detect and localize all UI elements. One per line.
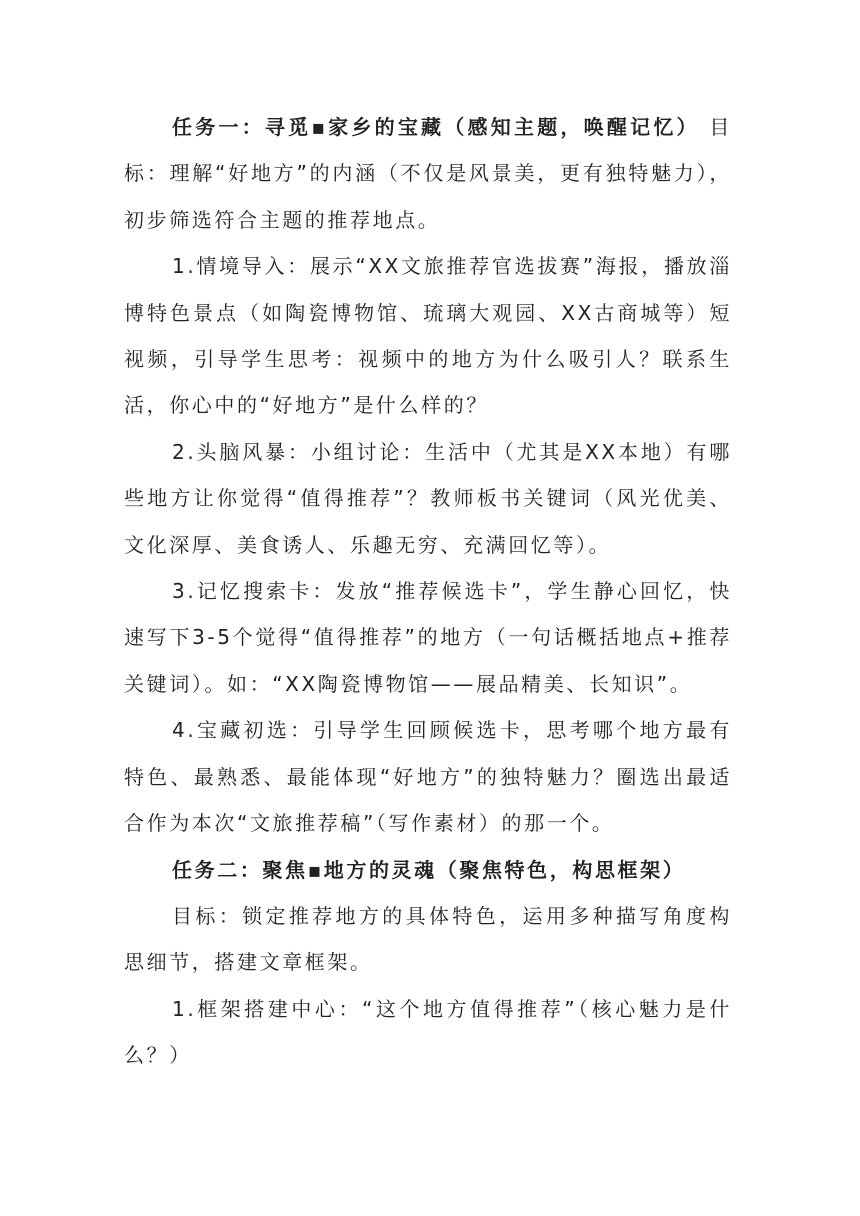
task1-heading: 任务一：寻觅▪家乡的宝藏（感知主题，唤醒记忆） (172, 115, 700, 139)
task1-item-1: 1.情境导入：展示“XX文旅推荐官选拔赛”海报，播放淄博特色景点（如陶瓷博物馆、琉璃大观园、XX古商城等）短视频，引导学生思考：视频中的地方为什么吸引人？联系生活，你心中的“好地方”是什么样的？ (124, 254, 732, 418)
task1-item-2: 2.头脑风暴：小组讨论：生活中（尤其是XX本地）有哪些地方让你觉得“值得推荐”？教师板书关键词（风光优美、文化深厚、美食诱人、乐趣无穷、充满回忆等）。 (124, 439, 732, 557)
task2-heading: 任务二：聚焦▪地方的灵魂（聚焦特色，构思框架） (172, 857, 686, 882)
task1-item-4: 4.宝藏初选：引导学生回顾候选卡，思考哪个地方最有特色、最熟悉、最能体现“好地方”的独特魅力？圈选出最适合作为本次“文旅推荐稿”（写作素材）的那一个。 (124, 718, 732, 836)
task1-item-3: 3.记忆搜索卡：发放“推荐候选卡”，学生静心回忆，快速写下3-5个觉得“值得推荐”的地方（一句话概括地点+推荐关键词）。如：“XX陶瓷博物馆——展品精美、长知识”。 (124, 579, 732, 696)
task1-paragraph (124, 104, 732, 243)
document-body (124, 104, 732, 1079)
task1-goal: 目标：理解“好地方”的内涵（不仅是风景美，更有独特魅力），初步筛选符合主题的推荐地点。 (124, 115, 732, 232)
task2-goal: 目标：锁定推荐地方的具体特色，运用多种描写角度构思细节，搭建文章框架。 (124, 903, 732, 975)
task2-item-1: 1.框架搭建中心：“这个地方值得推荐”（核心魅力是什么？） (124, 996, 732, 1068)
